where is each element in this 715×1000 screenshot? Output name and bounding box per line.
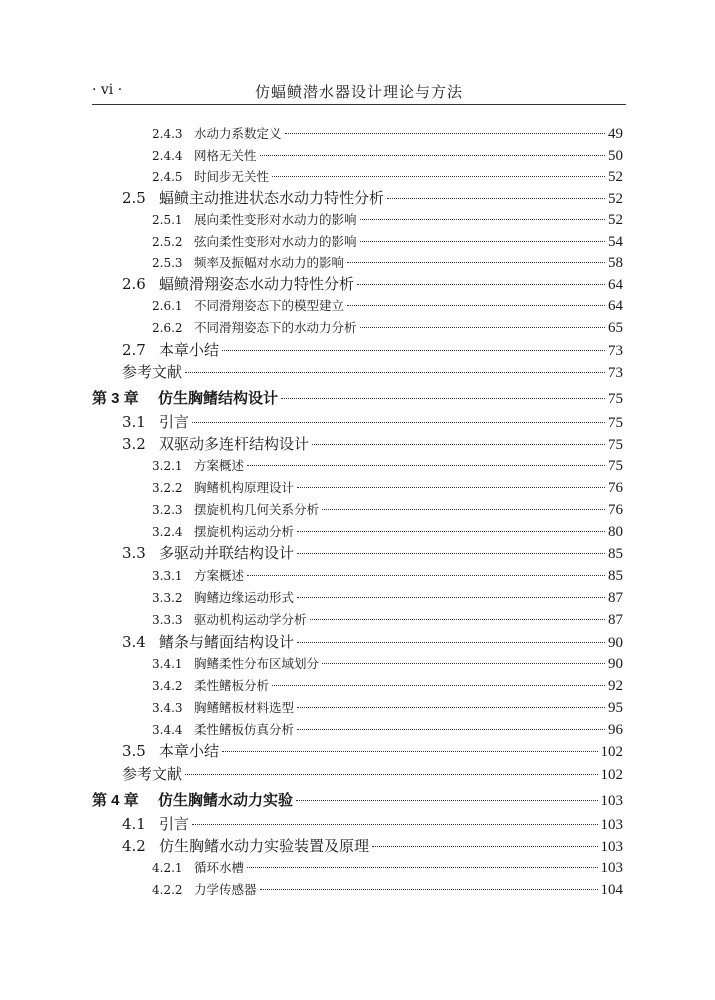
entry-page: 102 <box>600 744 623 760</box>
entry-page: 73 <box>608 343 623 359</box>
toc-entry <box>152 858 623 878</box>
entry-title: 频率及振幅对水动力的影响 <box>194 255 345 270</box>
entry-number: 3.2.3 <box>152 503 183 517</box>
entry-title: 胸鳍柔性分布区域划分 <box>194 656 320 671</box>
entry-title: 本章小结 <box>159 341 220 359</box>
entry-page: 73 <box>608 365 623 381</box>
entry-number: 4.1 <box>122 815 146 833</box>
entry-title: 引言 <box>159 815 190 833</box>
entry-page: 49 <box>608 126 623 142</box>
entry-title: 胸鳍机构原理设计 <box>194 480 295 495</box>
toc-entry <box>152 566 623 586</box>
dot-leader <box>247 575 605 576</box>
entry-number: 3.2.1 <box>152 459 183 473</box>
entry-page: 76 <box>608 502 623 518</box>
entry-page: 75 <box>608 415 623 431</box>
entry-page: 87 <box>608 612 623 628</box>
dot-leader <box>347 305 605 306</box>
entry-number: 3.2.4 <box>152 525 183 539</box>
entry-title: 力学传感器 <box>194 882 257 897</box>
entry-title: 仿生胸鳍水动力实验装置及原理 <box>159 837 370 855</box>
entry-page: 103 <box>600 860 623 876</box>
dot-leader <box>296 800 597 801</box>
entry-title: 鳍条与鳍面结构设计 <box>159 633 295 651</box>
entry-page: 103 <box>600 793 623 809</box>
toc-entry <box>152 522 623 542</box>
book-title: 仿蝠鲼潜水器设计理论与方法 <box>254 83 463 101</box>
dot-leader <box>297 642 605 643</box>
toc-entry <box>152 124 623 144</box>
entry-page: 92 <box>608 678 623 694</box>
dot-leader <box>322 663 605 664</box>
entry-title: 双驱动多连杆结构设计 <box>159 435 310 453</box>
dot-leader <box>372 846 597 847</box>
dot-leader <box>222 751 597 752</box>
entry-number: 2.6 <box>122 275 146 293</box>
toc-entry <box>152 318 623 338</box>
entry-number: 4.2.2 <box>152 883 183 897</box>
entry-page: 104 <box>600 882 623 898</box>
dot-leader <box>222 350 605 351</box>
entry-number: 3.2.2 <box>152 481 183 495</box>
entry-page: 52 <box>608 169 623 185</box>
entry-page: 103 <box>600 817 623 833</box>
toc-entry <box>122 188 623 208</box>
dot-leader <box>297 707 605 708</box>
entry-number: 3.1 <box>122 413 146 431</box>
toc-entry <box>152 500 623 520</box>
toc-entry <box>122 274 623 294</box>
dot-leader <box>247 867 597 868</box>
dot-leader <box>360 241 605 242</box>
dot-leader <box>192 824 597 825</box>
entry-number: 4.2 <box>122 837 146 855</box>
entry-number: 3.4.2 <box>152 679 183 693</box>
entry-title: 弦向柔性变形对水动力的影响 <box>194 234 357 249</box>
dot-leader <box>260 889 598 890</box>
entry-title: 多驱动并联结构设计 <box>159 544 295 562</box>
entry-title: 仿生胸鳍水动力实验 <box>158 792 294 809</box>
entry-title: 胸鳍鳍板材料选型 <box>194 700 295 715</box>
toc-entry <box>122 632 623 652</box>
entry-page: 64 <box>608 277 623 293</box>
entry-number: 2.5 <box>122 189 146 207</box>
dot-leader <box>297 597 605 598</box>
dot-leader <box>357 284 605 285</box>
dot-leader <box>281 398 605 399</box>
entry-page: 75 <box>608 458 623 474</box>
entry-title: 网格无关性 <box>194 148 257 163</box>
entry-title: 不同滑翔姿态下的水动力分析 <box>194 320 357 335</box>
entry-number: 2.4.4 <box>152 149 183 163</box>
entry-title: 胸鳍边缘运动形式 <box>194 590 295 605</box>
entry-page: 65 <box>608 320 623 336</box>
dot-leader <box>297 487 605 488</box>
entry-page: 95 <box>608 700 623 716</box>
entry-title: 柔性鳍板分析 <box>194 678 270 693</box>
entry-title: 摆旋机构几何关系分析 <box>194 502 320 517</box>
toc-entry <box>152 232 623 252</box>
dot-leader <box>322 509 605 510</box>
entry-title: 蝠鲼滑翔姿态水动力特性分析 <box>159 275 355 293</box>
toc-entry <box>152 296 623 316</box>
toc-entry <box>122 412 623 432</box>
toc-chapter <box>92 791 623 811</box>
entry-title: 柔性鳍板仿真分析 <box>194 722 295 737</box>
entry-number: 第 3 章 <box>92 390 139 407</box>
dot-leader <box>272 685 605 686</box>
dot-leader <box>185 372 605 373</box>
entry-number: 3.5 <box>122 742 146 760</box>
entry-number: 4.2.1 <box>152 861 183 875</box>
toc-entry <box>122 836 623 856</box>
entry-title: 摆旋机构运动分析 <box>194 524 295 539</box>
dot-leader <box>360 219 605 220</box>
dot-leader <box>297 729 605 730</box>
entry-number: 3.2 <box>122 435 146 453</box>
entry-title: 方案概述 <box>194 458 245 473</box>
entry-title: 仿生胸鳍结构设计 <box>158 390 279 407</box>
toc-entry <box>122 340 623 360</box>
entry-number: 2.4.5 <box>152 170 183 184</box>
toc-entry <box>122 362 623 382</box>
entry-number: 2.6.1 <box>152 299 183 313</box>
entry-page: 90 <box>608 635 623 651</box>
entry-page: 102 <box>600 767 623 783</box>
dot-leader <box>272 176 605 177</box>
dot-leader <box>360 327 605 328</box>
entry-title: 参考文献 <box>122 765 183 783</box>
entry-page: 58 <box>608 255 623 271</box>
entry-page: 85 <box>608 546 623 562</box>
dot-leader <box>297 531 605 532</box>
entry-number: 2.7 <box>122 341 146 359</box>
entry-page: 87 <box>608 590 623 606</box>
entry-page: 90 <box>608 656 623 672</box>
entry-number: 3.3 <box>122 544 146 562</box>
entry-number: 3.3.1 <box>152 569 183 583</box>
entry-page: 50 <box>608 148 623 164</box>
dot-leader <box>185 774 597 775</box>
toc-entry <box>152 676 623 696</box>
entry-number: 3.4.3 <box>152 701 183 715</box>
toc-entry <box>152 456 623 476</box>
entry-title: 方案概述 <box>194 568 245 583</box>
entry-page: 54 <box>608 234 623 250</box>
entry-page: 76 <box>608 480 623 496</box>
toc-entry <box>152 478 623 498</box>
entry-page: 64 <box>608 298 623 314</box>
entry-title: 展向柔性变形对水动力的影响 <box>194 212 357 227</box>
entry-number: 3.4.1 <box>152 657 183 671</box>
dot-leader <box>297 553 605 554</box>
toc-entry <box>122 543 623 563</box>
dot-leader <box>347 262 605 263</box>
entry-page: 96 <box>608 722 623 738</box>
toc-entry <box>152 654 623 674</box>
dot-leader <box>387 198 605 199</box>
entry-number: 2.5.2 <box>152 235 183 249</box>
entry-page: 52 <box>608 191 623 207</box>
toc-entry <box>122 741 623 761</box>
entry-page: 75 <box>608 391 623 407</box>
toc-entry <box>152 720 623 740</box>
entry-title: 循环水槽 <box>194 860 245 875</box>
toc-entry <box>152 698 623 718</box>
dot-leader <box>312 444 605 445</box>
entry-number: 2.6.2 <box>152 321 183 335</box>
toc-entry <box>152 880 623 900</box>
entry-title: 引言 <box>159 413 190 431</box>
toc-entry <box>122 764 623 784</box>
entry-number: 3.4 <box>122 633 146 651</box>
toc-entry <box>152 253 623 273</box>
entry-number: 2.5.3 <box>152 256 183 270</box>
entry-number: 2.4.3 <box>152 127 183 141</box>
dot-leader <box>192 422 605 423</box>
dot-leader <box>310 619 605 620</box>
toc-entry <box>152 588 623 608</box>
entry-number: 3.3.3 <box>152 613 183 627</box>
entry-title: 驱动机构运动学分析 <box>194 612 307 627</box>
entry-title: 水动力系数定义 <box>194 126 282 141</box>
toc-entry <box>122 814 623 834</box>
entry-number: 2.5.1 <box>152 213 183 227</box>
entry-page: 103 <box>600 839 623 855</box>
entry-page: 80 <box>608 524 623 540</box>
toc-chapter <box>92 389 623 409</box>
toc-entry <box>152 146 623 166</box>
toc-entry <box>122 434 623 454</box>
toc-entry <box>152 610 623 630</box>
page-number: · vi · <box>92 82 123 98</box>
entry-page: 85 <box>608 568 623 584</box>
entry-number: 3.4.4 <box>152 723 183 737</box>
dot-leader <box>247 465 605 466</box>
entry-title: 蝠鲼主动推进状态水动力特性分析 <box>159 189 385 207</box>
toc-entry <box>152 210 623 230</box>
dot-leader <box>285 133 605 134</box>
toc-entry <box>152 167 623 187</box>
entry-number: 3.3.2 <box>152 591 183 605</box>
entry-title: 不同滑翔姿态下的模型建立 <box>194 298 345 313</box>
entry-title: 参考文献 <box>122 363 183 381</box>
entry-page: 75 <box>608 437 623 453</box>
entry-title: 时间步无关性 <box>194 169 270 184</box>
dot-leader <box>260 155 605 156</box>
entry-number: 第 4 章 <box>92 792 139 809</box>
entry-title: 本章小结 <box>159 742 220 760</box>
entry-page: 52 <box>608 212 623 228</box>
